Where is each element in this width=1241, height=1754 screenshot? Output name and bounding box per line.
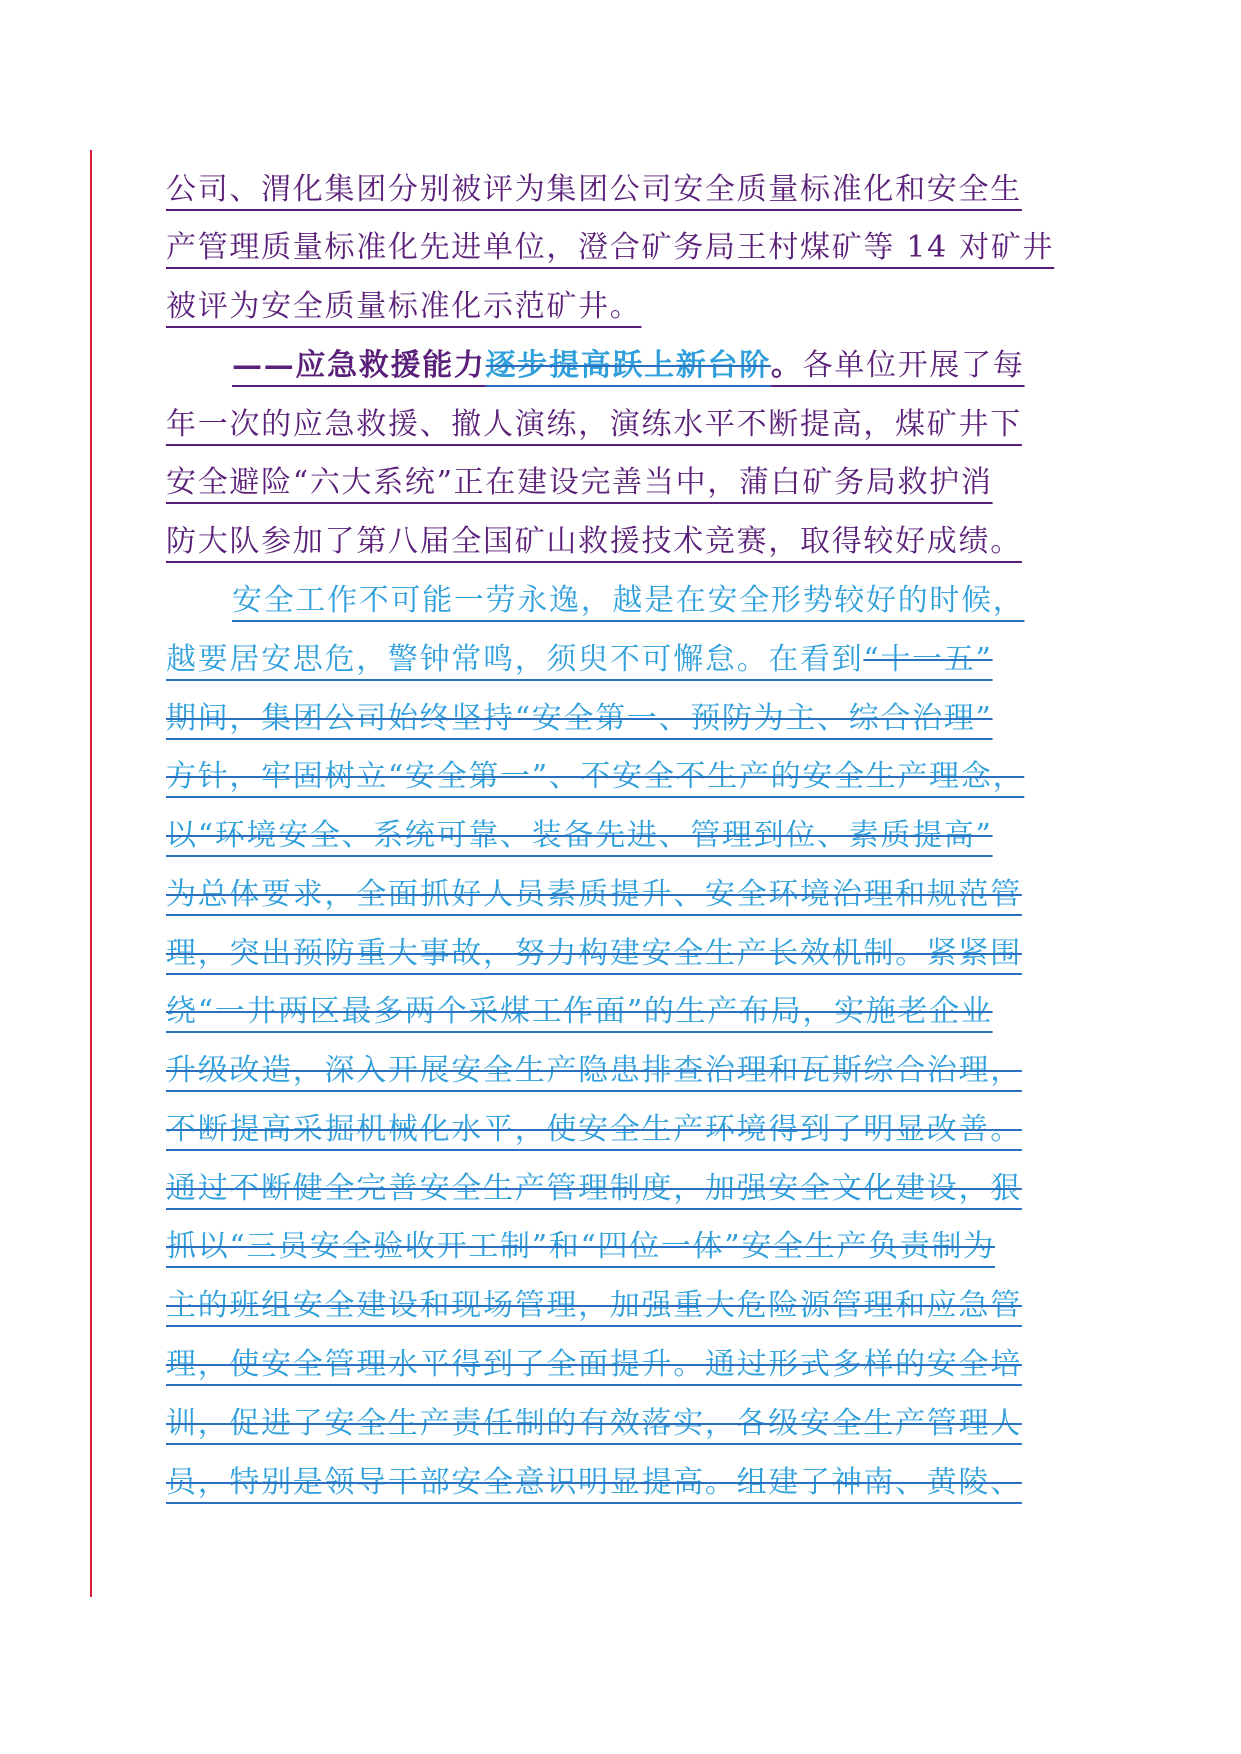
para1-line-1: 公司、渭化集团分别被评为集团公司安全质量标准化和安全生 [166, 172, 1022, 207]
para2-heading: ——应急救援能力 [232, 348, 486, 383]
para3-struck-line-14: 员，特别是领导干部安全意识明显提高。组建了神南、黄陵、 [166, 1465, 1022, 1500]
para3-struck-line-1: 期间，集团公司始终坚持“安全第一、预防为主、综合治理” [166, 701, 993, 736]
para3-struck-line-6: 绕“一井两区最多两个采煤工作面”的生产布局，实施老企业 [166, 994, 993, 1029]
para1-line-2: 产管理质量标准化先进单位，澄合矿务局王村煤矿等 14 对矿井 [166, 230, 1055, 265]
para3-line-1: 安全工作不可能一劳永逸，越是在安全形势较好的时候， [232, 583, 1025, 618]
para3-struck-line-2: 方针，牢固树立“安全第一”、不安全不生产的安全生产理念， [166, 759, 1025, 794]
para3-struck-line-4: 为总体要求，全面抓好人员素质提升、安全环境治理和规范管 [166, 877, 1022, 912]
para3-struck-line-10: 抓以“三员安全验收开工制”和“四位一体”安全生产负责制为 [166, 1229, 995, 1264]
para3-struck-line-3: 以“环境安全、系统可靠、装备先进、管理到位、素质提高” [166, 818, 993, 853]
revision-margin-bar [90, 150, 92, 1597]
para1-line-3: 被评为安全质量标准化示范矿井。 [166, 289, 642, 324]
para2-heading-revised: 逐步提高跃上新台阶 [485, 348, 771, 383]
para2-line-3: 安全避险“六大系统”正在建设完善当中，蒲白矿务局救护消 [166, 465, 993, 500]
para3-struck-line-8: 不断提高采掘机械化水平，使安全生产环境得到了明显改善。 [166, 1112, 1022, 1147]
para3-struck-line-13: 训，促进了安全生产责任制的有效落实，各级安全生产管理人 [166, 1406, 1022, 1441]
para3-struck-line-7: 升级改造，深入开展安全生产隐患排查治理和瓦斯综合治理， [166, 1053, 1022, 1088]
para3-line-2: 越要居安思危，警钟常鸣，须臾不可懈怠。在看到“十一五” [166, 642, 993, 677]
para3-struck-line-11: 主的班组安全建设和现场管理，加强重大危险源管理和应急管 [166, 1288, 1022, 1323]
para3-struck-line-12: 理，使安全管理水平得到了全面提升。通过形式多样的安全培 [166, 1347, 1022, 1382]
para3-struck-line-9: 通过不断健全完善安全生产管理制度，加强安全文化建设，狠 [166, 1171, 1022, 1206]
para2-line-1: ——应急救援能力逐步提高跃上新台阶。各单位开展了每 [232, 348, 1025, 383]
para2-line-4: 防大队参加了第八届全国矿山救援技术竞赛，取得较好成绩。 [166, 524, 1022, 559]
para3-struck-line-5: 理，突出预防重大事故，努力构建安全生产长效机制。紧紧围 [166, 936, 1022, 971]
para2-line-2: 年一次的应急救援、撤人演练，演练水平不断提高，煤矿井下 [166, 407, 1022, 442]
